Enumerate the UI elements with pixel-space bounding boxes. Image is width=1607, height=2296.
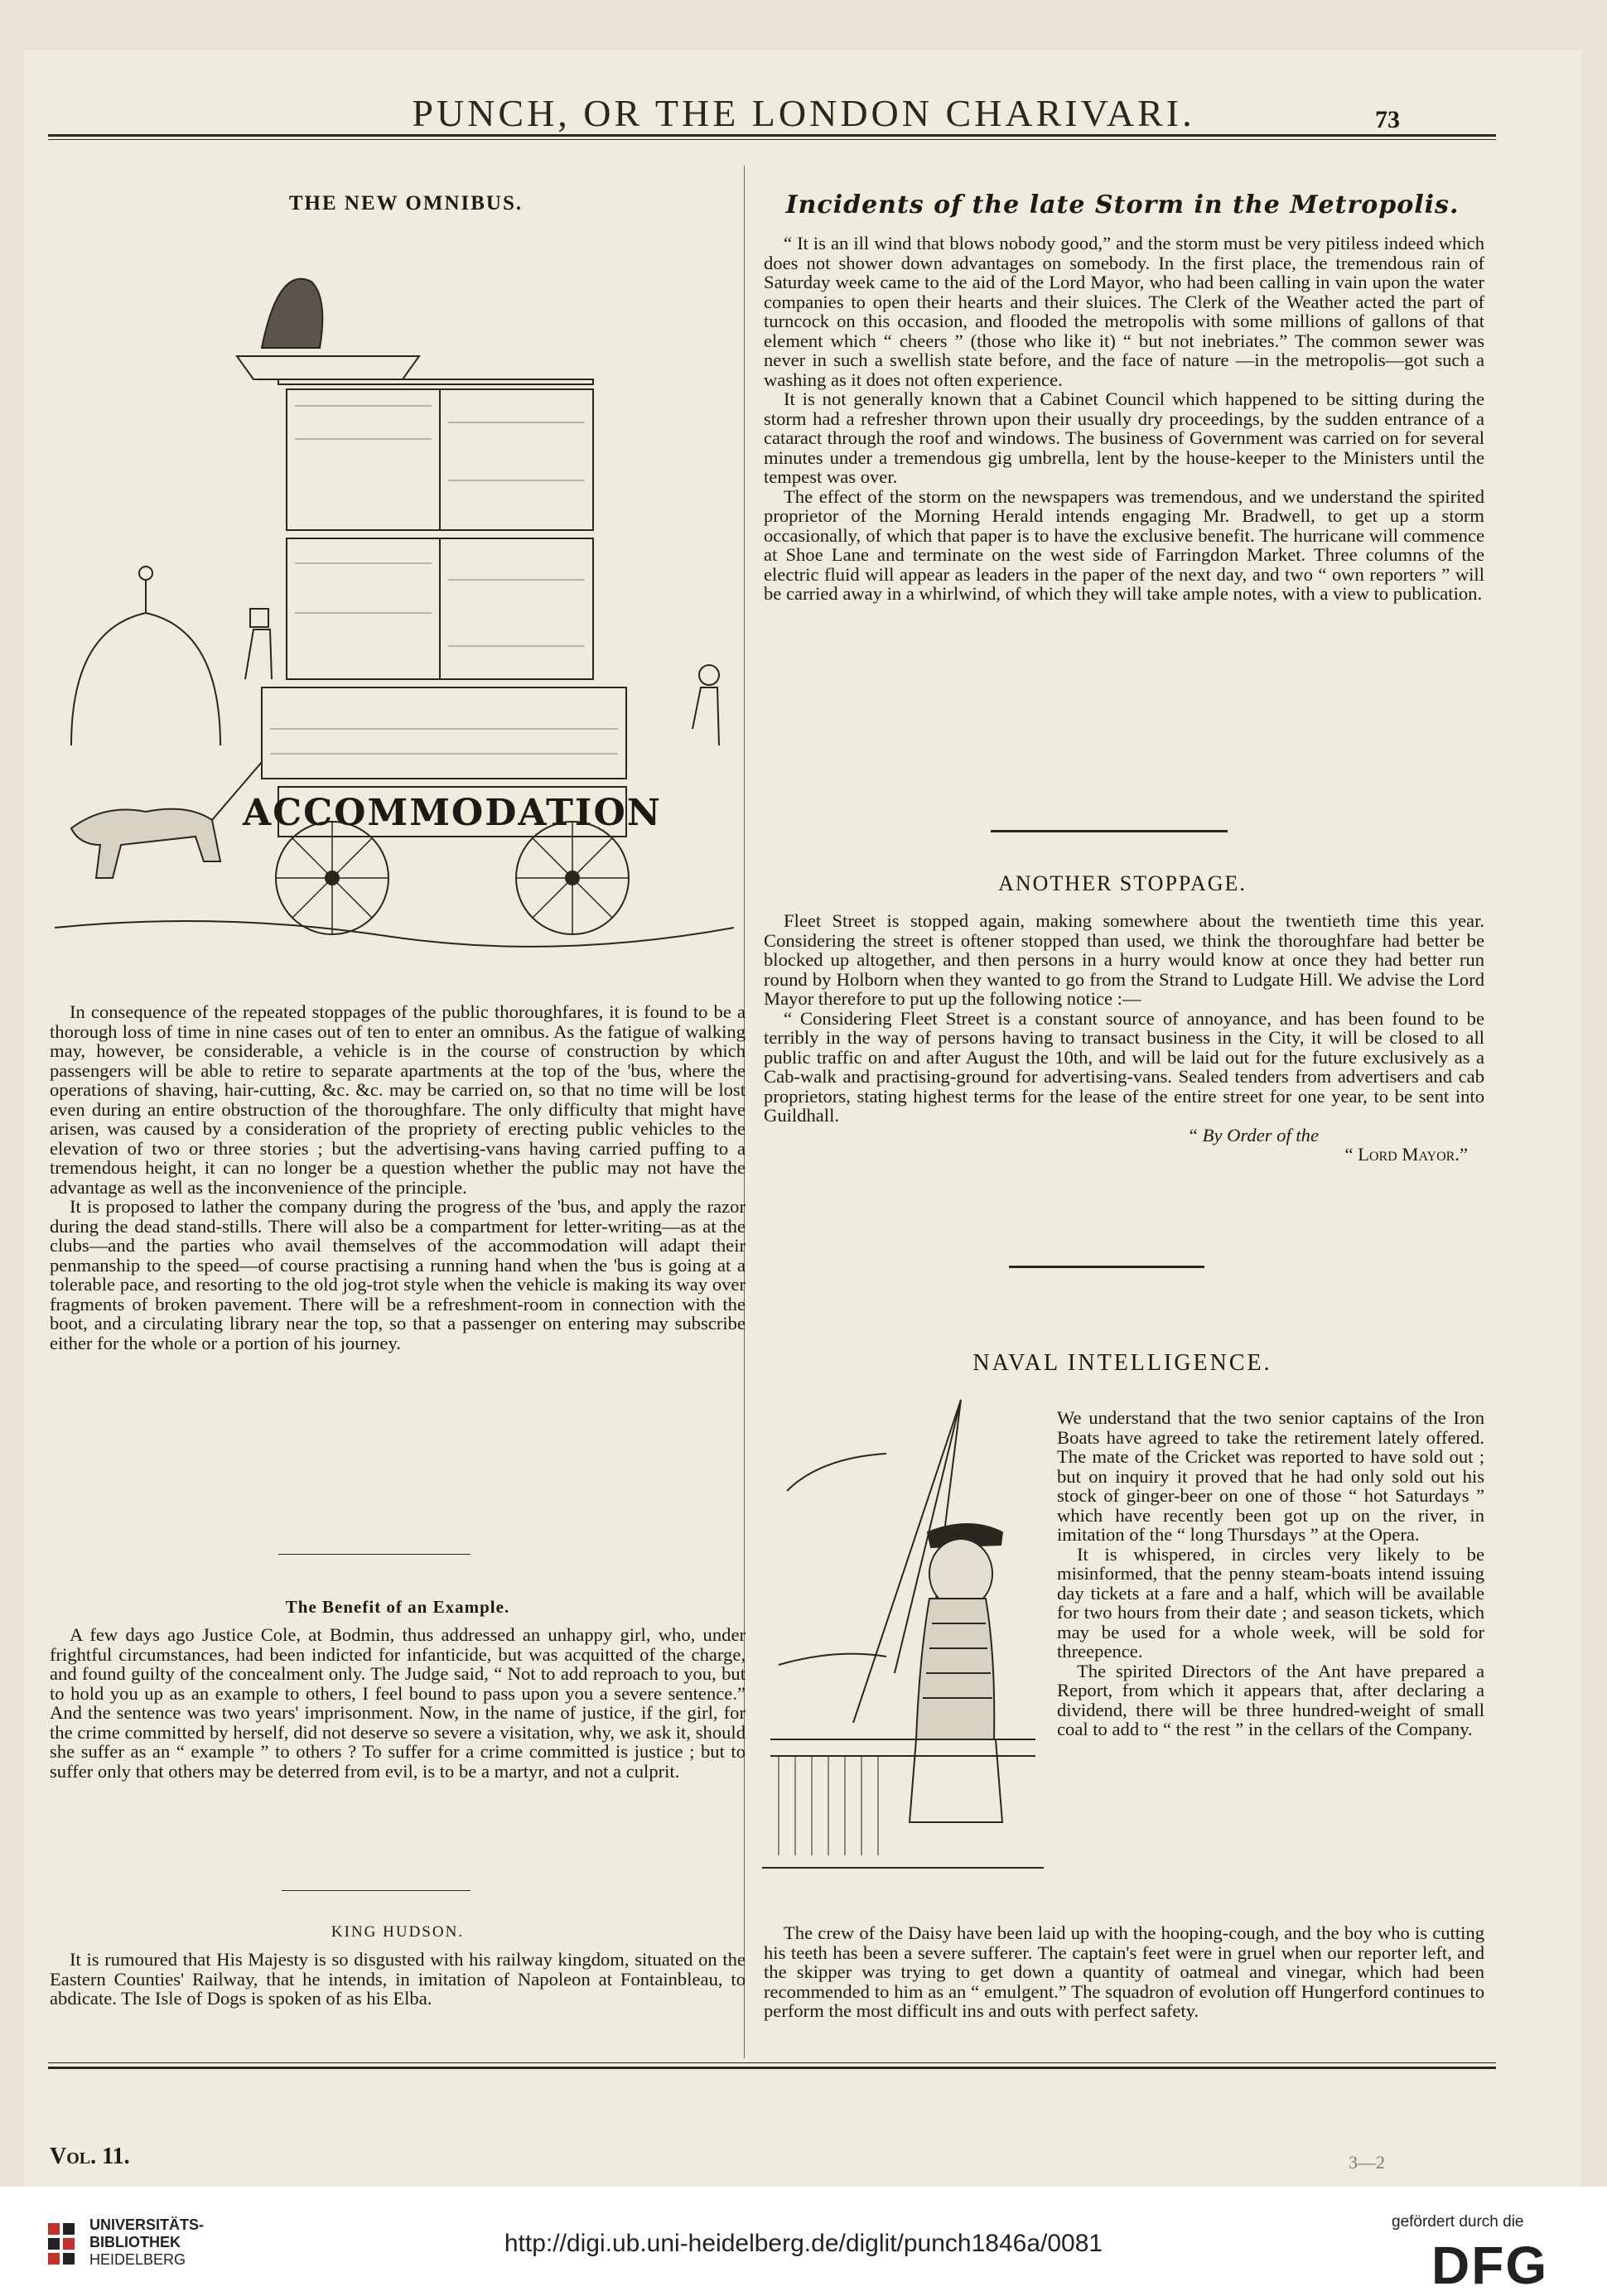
volume-label: Vol. 11. — [50, 2144, 130, 2169]
funded-by-label: gefördert durch die — [1392, 2213, 1524, 2231]
naval-article-wrapped — [1057, 1408, 1484, 1739]
king-hudson-title: KING HUDSON. — [331, 1923, 465, 1941]
paragraph: Fleet Street is stopped again, making somewhere about the twentieth time this year. Considering the street is oftener stopped than used, we think the thoroughfare had better be blocked up altogether, and then persons in a hurry would know at once they had better run round by Holborn when they wanted to go from the Strand to Ludgate Hill. We advise the Lord Mayor therefore to put up the following notice :— — [764, 910, 1484, 1009]
header-rule-thin — [48, 139, 1496, 140]
paragraph: The effect of the storm on the newspapers was tremendous, and we understand the spirited proprietor of the Morning Herald intends engaging Mr. Bradwell, to get up a storm occasionally, of which that paper is to have the exclusive benefit. The hurricane will commence at Shoe Lane and terminate on the west side of Farringdon Market. Three columns of the electric fluid will appear as leaders in the paper of the next day, and two “ own reporters ” will be carried away in a whirlwind, of which they will take ample notes, with a view to publication. — [764, 485, 1484, 604]
footer-rule — [48, 2062, 1496, 2063]
naval-illustration — [754, 1392, 1052, 1888]
paragraph: The crew of the Daisy have been laid up with the hooping-cough, and the boy who is cutting his teeth has been a severe sufferer. The captain's feet were in gruel when our reporter left, and the skipper was trying to get down a quantity of oatmeal and vinegar, which had been recommended to him as an “ emulgent.” The squadron of evolution off Hungerford continues to perform the most difficult ins and outs with perfect safety. — [764, 1922, 1484, 2021]
omnibus-title: THE NEW OMNIBUS. — [288, 192, 524, 215]
dfg-logo: DFG — [1431, 2236, 1549, 2295]
paragraph: “ Considering Fleet Street is a constant source of annoyance, and has been found to be terribly in the way of persons having to transact business in the City, it will be closed to all public traffic on and after August the 10th, and will be laid out for the future exclusively as a Cab-walk and practising-ground for advertising-vans. Sealed tenders from advertisers and cab proprietors, stating highest terms for the lease of the entire street for one year, to be sent into Guildhall. — [764, 1007, 1484, 1126]
paragraph: A few days ago Justice Cole, at Bodmin, thus addressed an unhappy girl, who, under frightful circumstances, had been indicted for infanticide, but was acquitted of the charge, and found guilty of the concealment only. The Judge said, “ Not to add reproach to you, but to hold you up as an example to others, I feel bound to pass upon you a severe sentence.” And the sentence was two years' imprisonment. Now, in the name of justice, if the girl, for the crime committed by herself, did not deserve so severe a visitation, why, we ask it, should she suffer as an “ example ” to others ? To suffer for a crime committed is justice ; but to suffer only that others may be deterred from evil, is to be a martyr, and not a culprit. — [50, 1624, 746, 1782]
paragraph: It is not generally known that a Cabinet Council which happened to be sitting during the storm had a refresher thrown upon their usually dry proceedings, by the sudden entrance of a cataract through the roof and windows. The business of Government was carried on for several minutes under a tremendous gig umbrella, lent by the house-keeper to the Ministers until the tempest was over. — [764, 388, 1484, 487]
benefit-title: The Benefit of an Example. — [285, 1597, 510, 1617]
footer-rule-thick — [48, 2067, 1496, 2069]
signoff: “ By Order of the — [1187, 1124, 1319, 1146]
paragraph: It is rumoured that His Majesty is so disgusted with his railway kingdom, situated on the Eastern Counties' Railway, that he intends, in imitation of Napoleon at Fontainbleau, to abdicate. The Isle of Dogs is spoken of as his Elba. — [50, 1949, 746, 2009]
source-url-link[interactable]: http://digi.ub.uni-heidelberg.de/diglit/punch1846a/0081 — [504, 2230, 1103, 2257]
stoppage-title: ANOTHER STOPPAGE. — [998, 871, 1247, 895]
benefit-article — [50, 1625, 746, 1781]
section-divider — [991, 830, 1228, 832]
section-divider — [282, 1890, 471, 1891]
library-line: UNIVERSITÄTS- — [89, 2216, 205, 2233]
paragraph: In consequence of the repeated stoppages of the public thoroughfares, it is found to be a thorough loss of time in nine cases out of ten to enter an omnibus. As the fatigue of walking may, however, be considerable, a vehicle is in the course of construction by which passengers will be able to retire to separate apartments at the top of the 'bus, where the operations of shaving, hair-cutting, &c. &c. may be carried on, so that no time will be lost even during an entire obstruction of the thoroughfare. The only difficulty that might have arisen, was caused by a consideration of the propriety of erecting public vehicles to the elevation of two or three stories ; but the advertising-vans having carried puffing to a tremendous height, it can no longer be a question whether the public may not have the advantage as well as the inconvenience of the principle. — [50, 1001, 746, 1198]
signature-mark: 3—2 — [1349, 2152, 1385, 2173]
storm-title: Incidents of the late Storm in the Metropolis. — [785, 191, 1460, 219]
section-divider — [278, 1554, 471, 1555]
omnibus-illustration — [55, 232, 734, 961]
naval-article-full — [764, 1923, 1484, 2021]
running-head: PUNCH, OR THE LONDON CHARIVARI. — [412, 92, 1195, 134]
omnibus-sign-text: ACCOMMODATION — [242, 792, 663, 834]
header-rule — [48, 134, 1496, 137]
library-line: BIBLIOTHEK — [89, 2234, 181, 2250]
paragraph: It is proposed to lather the company during the progress of the 'bus, and apply the razor during the dead stand-stills. There will also be a compartment for letter-writing—as at the clubs—and the parties who avail themselves of the accommodation will adapt their penmanship to the speed—of course practising a running hand when the 'bus is going at a tolerable pace, and resorting to the old jog-trot style when the vehicle is making its way over fragments of broken pavement. There will be a refreshment-room in connection with the boot, and a circulating library near the top, so that a passenger on entering may subscribe either for the whole or a portion of his journey. — [50, 1196, 746, 1353]
paragraph: “ It is an ill wind that blows nobody good,” and the storm must be very pitiless indeed which does not shower down advantages on somebody. In the first place, the tremendous rain of Saturday week came to the aid of the Lord Mayor, who had been calling in vain upon the water companies to open their hearts and their sluices. The Clerk of the Weather acted the part of turncock on this occasion, and flooded the metropolis with some millions of gallons of that element which “ cheers ” (those who like it) “ but not inebriates.” The common sewer was never in such a swellish state before, and the face of nature —in the metropolis—got such a washing as it does not often experience. — [764, 233, 1484, 390]
library-line: HEIDELBERG — [89, 2251, 186, 2268]
paragraph: The spirited Directors of the Ant have prepared a Report, from which it appears that, after declaring a dividend, there will be three hundred-weight of small coal to add to “ the rest ” in the cellars of the Company. — [1057, 1660, 1484, 1739]
signoff: “ Lord Mayor.” — [1344, 1144, 1468, 1165]
naval-title: NAVAL INTELLIGENCE. — [972, 1350, 1272, 1376]
paragraph: It is whispered, in circles very likely to be misinformed, that the penny steam-boats intend issuing day tickets at a fare and a half, which will be available for two hours from their date ; and season tickets, which may be used for a whole week, will be sold for threepence. — [1057, 1543, 1484, 1662]
page-number: 73 — [1375, 106, 1400, 133]
stoppage-article — [764, 911, 1484, 1165]
paragraph: We understand that the two senior captains of the Iron Boats have agreed to take the retirement lately offered. The mate of the Cricket was reported to have sold out ; but on inquiry it proved that he had only sold out his stock of ginger-beer on one of those “ hot Saturdays ” which have recently been got up on the river, in imitation of the “ long Thursdays ” at the Opera. — [1057, 1407, 1484, 1545]
king-hudson-article — [50, 1950, 746, 2009]
section-divider — [1009, 1266, 1204, 1268]
storm-article — [764, 234, 1484, 604]
omnibus-article — [50, 1002, 746, 1353]
